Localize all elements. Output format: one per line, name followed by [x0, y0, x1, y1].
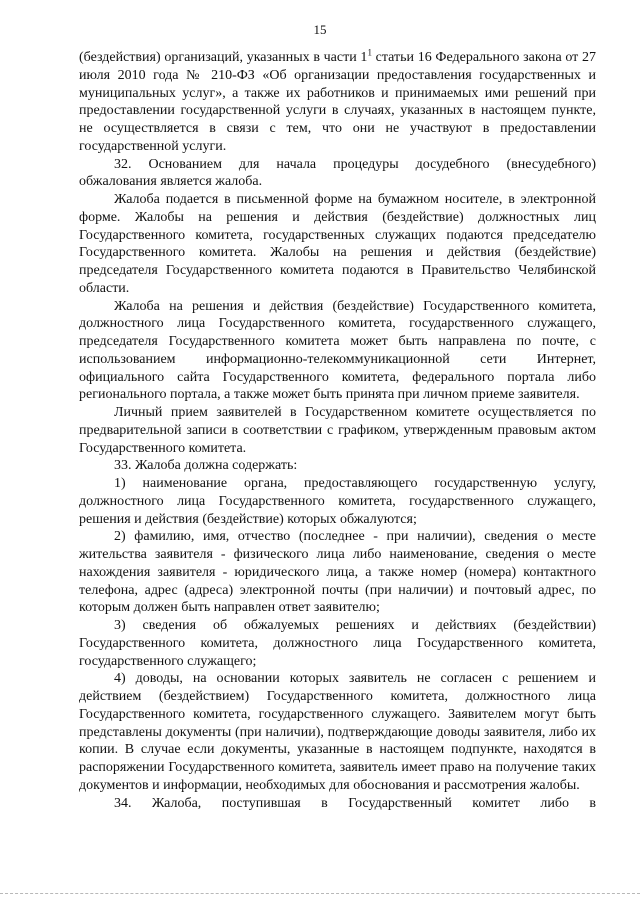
paragraph-p0-text: (бездействия) организаций, указанных в части 1 — [79, 50, 368, 65]
paragraph-p0 — [79, 49, 596, 156]
page-number: 15 — [313, 22, 327, 37]
paragraph-p8: 3) сведения об обжалуемых решениях и действиях (бездействии) Государственного комитета, должностного лица Государственного комитета, государственного служащего; — [79, 618, 596, 669]
paragraph-p9: 4) доводы, на основании которых заявитель не согласен с решением и действием (бездействием) Государственного комитета, должностного лица Государственного комитета, государственного служащего. Заявителем могут быть представлены документы (при наличии), подтверждающие доводы заявителя, либо их копии. В случае если документы, указанные в настоящем подпункте, находятся в распоряжении Государственного комитета, заявитель имеет право на получение таких документов и информации, необходимых для обоснования и рассмотрения жалобы. — [79, 671, 596, 793]
paragraph-p2: Жалоба подается в письменной форме на бумажном носителе, в электронной форме. Жалобы на решения и действия (бездействие) должностных лиц Государственного комитета, государственных служащих подаются председателю Государственного комитета. Жалобы на решения и действия (бездействие) председателя Государственного комитета подаются в Правительство Челябинской области. — [79, 192, 596, 296]
paragraph-p1: 32. Основанием для начала процедуры досудебного (внесудебного) обжалования является жалоба. — [79, 156, 596, 190]
paragraph-p5: 33. Жалоба должна содержать: — [114, 458, 298, 474]
page-bottom-edge — [0, 893, 640, 894]
paragraph-p7: 2) фамилию, имя, отчество (последнее - при наличии), сведения о месте жительства заявителя - физического лица либо наименование, сведения о месте нахождения заявителя - юридического лица, а также номер (номера) контактного телефона, адрес (адреса) электронной почты (при наличии) и почтовый адрес, по которым должен быть направлен ответ заявителю; — [79, 529, 596, 616]
superscript: 1 — [367, 47, 372, 58]
document-body — [79, 49, 596, 812]
paragraph-p3: Жалоба на решения и действия (бездействие) Государственного комитета, должностного лица Государственного комитета, государственного служащего, председателя Государственного комитета может быть направлена по почте, с использованием информационно-телекоммуникационной сети Интернет, официального сайта Государственного комитета, федерального портала либо регионального портала, а также может быть принята при личном приеме заявителя. — [79, 298, 596, 403]
paragraph-p4: Личный прием заявителей в Государственном комитете осуществляется по предварительной записи в соответствии с графиком, утвержденным правовым актом Государственного комитета. — [79, 405, 596, 456]
paragraph-p10: 34. Жалоба, поступившая в Государственный комитет либо в — [114, 795, 596, 811]
paragraph-p0-continuation: статьи 16 Федерального закона от 27 июля 2010 года № 210-ФЗ «Об организации предоставления государственных и муниципальных услуг», а также их работников и принимаемых ими решений при предоставлении государственной услуги в случаях, указанных в настоящем пункте, не осуществляется в связи с тем, что они не участвуют в предоставлении государственной услуги. — [79, 50, 596, 154]
paragraph-p6: 1) наименование органа, предоставляющего государственную услугу, должностного лица Государственного комитета, государственного служащего, решения и действия (бездействие) которых обжалуются; — [79, 476, 596, 527]
